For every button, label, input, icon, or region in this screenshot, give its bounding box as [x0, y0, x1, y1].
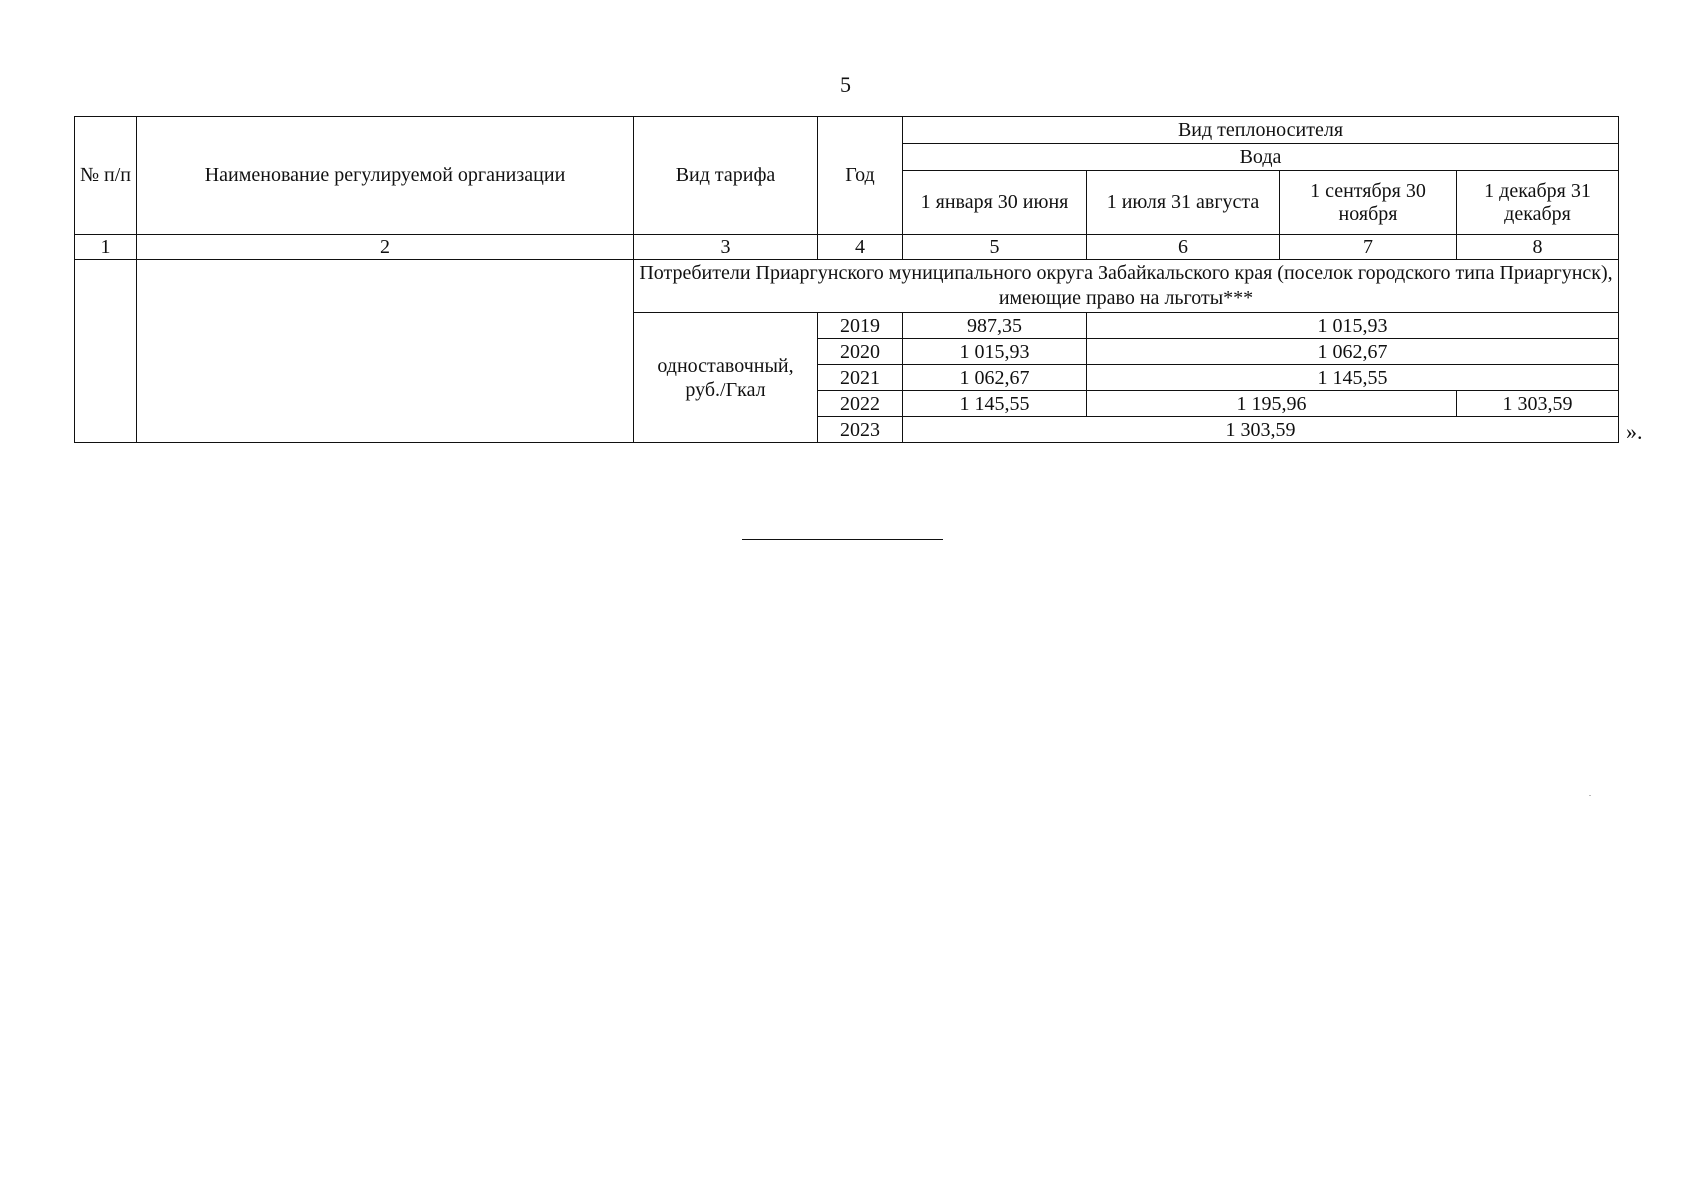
- year-cell-2021: 2021: [818, 365, 903, 391]
- tariff-value: 1 303,59: [1457, 391, 1619, 417]
- column-number-7: 7: [1280, 235, 1457, 260]
- tariff-table: [74, 116, 1619, 443]
- header-period-1: 1 января 30 июня: [903, 171, 1087, 235]
- closing-quote: ».: [1626, 419, 1643, 444]
- column-number-4: 4: [818, 235, 903, 260]
- column-number-3: 3: [634, 235, 818, 260]
- header-carrier: Вода: [903, 144, 1619, 171]
- tariff-value: 1 195,96: [1087, 391, 1457, 417]
- tariff-value: 1 145,55: [1087, 365, 1619, 391]
- row-number-cell: [75, 260, 137, 443]
- tariff-value: 987,35: [903, 313, 1087, 339]
- header-period-4: 1 декабря 31 декабря: [1457, 171, 1619, 235]
- header-org-name: Наименование регулируемой организации: [137, 117, 634, 235]
- tariff-value: 1 062,67: [903, 365, 1087, 391]
- column-number-2: 2: [137, 235, 634, 260]
- tariff-value: 1 015,93: [1087, 313, 1619, 339]
- tariff-value: 1 145,55: [903, 391, 1087, 417]
- header-period-3: 1 сентября 30 ноября: [1280, 171, 1457, 235]
- tariff-value: 1 015,93: [903, 339, 1087, 365]
- page-number: 5: [840, 72, 851, 97]
- header-num-col: № п/п: [75, 117, 137, 235]
- tariff-value: 1 303,59: [903, 417, 1619, 443]
- scan-speck: [1589, 795, 1591, 796]
- year-cell-2022: 2022: [818, 391, 903, 417]
- year-cell-2023: 2023: [818, 417, 903, 443]
- column-number-6: 6: [1087, 235, 1280, 260]
- header-year: Год: [818, 117, 903, 235]
- header-carrier-type: Вид теплоносителя: [903, 117, 1619, 144]
- column-number-5: 5: [903, 235, 1087, 260]
- column-number-8: 8: [1457, 235, 1619, 260]
- org-name-cell: [137, 260, 634, 443]
- separator-line: [742, 539, 943, 540]
- tariff-kind-cell: одноставочный, руб./Гкал: [634, 313, 818, 443]
- header-tariff-type: Вид тарифа: [634, 117, 818, 235]
- tariff-value: 1 062,67: [1087, 339, 1619, 365]
- consumer-category: Потребители Приаргунского муниципального округа Забайкальского края (поселок городского типа Приаргунск), имеющие право на льготы***: [634, 260, 1619, 313]
- column-number-1: 1: [75, 235, 137, 260]
- year-cell-2020: 2020: [818, 339, 903, 365]
- header-period-2: 1 июля 31 августа: [1087, 171, 1280, 235]
- year-cell-2019: 2019: [818, 313, 903, 339]
